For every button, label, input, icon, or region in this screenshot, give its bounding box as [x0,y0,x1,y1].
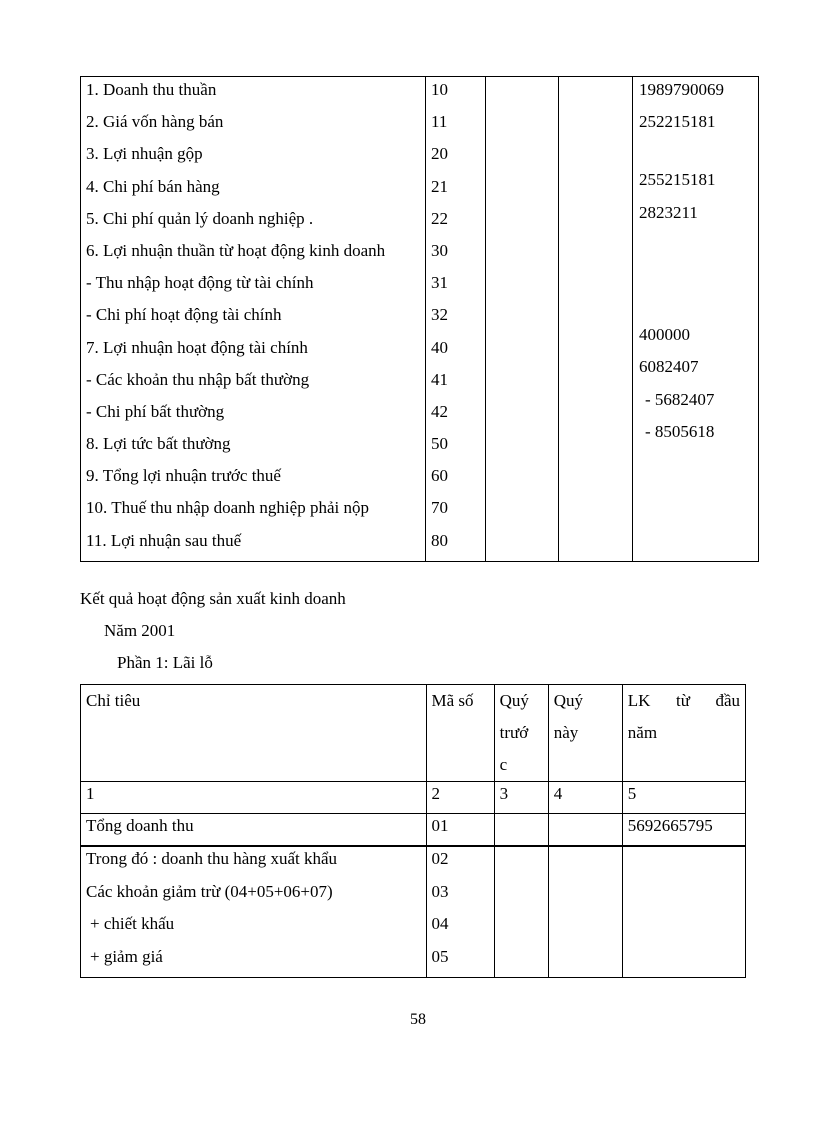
rows-labels [81,846,427,978]
labels-column [81,77,426,562]
total-row-code: 01 [426,814,494,847]
total-row-label: Tổng doanh thu [81,814,427,847]
row-label: 7. Lợi nhuận hoạt động tài chính [86,337,308,357]
header-chi-tieu: Chỉ tiêu [81,685,427,782]
header-ma-so: Mã số [426,685,494,782]
codes-column [426,77,486,562]
row-label: + giảm giá [90,946,163,966]
income-table-upper [80,76,759,562]
col-number: 5 [622,782,745,814]
header-quy-nay [548,685,622,782]
row-code: 70 [431,498,448,518]
row-label: 2. Giá vốn hàng bán [86,112,224,132]
row-label: Các khoản giảm trừ (04+05+06+07) [86,881,333,901]
rows-quy-nay [548,846,622,978]
col-number: 3 [494,782,548,814]
col-number: 2 [426,782,494,814]
row-label: 6. Lợi nhuận thuần từ hoạt động kinh doanh [86,240,386,260]
total-row-quy-nay [548,814,622,847]
values-column [633,77,759,562]
row-code: 60 [431,466,448,486]
header-lk-word: đầu [715,691,740,710]
row-code: 04 [431,914,449,933]
row-label: + chiết khấu [90,914,175,933]
col-number: 1 [81,782,427,814]
row-label: - Chi phí hoạt động tài chính [86,305,282,325]
row-label: - Thu nhập hoạt động từ tài chính [86,273,314,293]
row-label: 11. Lợi nhuận sau thuế [86,530,242,550]
row-code: 02 [431,849,449,868]
row-code: 41 [431,369,448,389]
col-number: 4 [548,782,622,814]
rows-quy-truoc [494,846,548,978]
report-year: Năm 2001 [104,621,176,640]
row-code: 31 [431,273,448,293]
header-quy-truoc [494,685,548,782]
header-lk-word: LK [627,691,651,710]
row-label: 10. Thuế thu nhập doanh nghiệp phải nộp [86,498,369,518]
row-code: 30 [431,240,448,260]
row-code: 05 [431,946,449,966]
row-code: 42 [431,401,448,421]
value-cell: 6082407 [639,357,699,377]
row-code: 22 [431,208,448,228]
row-code: 21 [431,176,448,196]
row-code: 80 [431,530,448,550]
header-quy-truoc-text: Quý trước [499,691,529,774]
report-title: Kết quả hoạt động sản xuất kinh doanh [80,589,346,608]
row-label: 3. Lợi nhuận gộp [86,144,203,164]
row-code: 11 [431,112,448,132]
empty-column-1 [486,77,559,562]
row-label: 5. Chi phí quản lý doanh nghiệp . [86,208,314,228]
empty-column-2 [559,77,633,562]
header-lk [622,685,745,782]
row-code: 03 [431,881,449,901]
row-code: 20 [431,144,448,164]
row-label: 4. Chi phí bán hàng [86,176,220,196]
value-cell: 252215181 [639,112,716,132]
value-cell: - 5682407 [645,389,715,409]
row-label: 1. Doanh thu thuần [86,80,217,99]
value-cell: 1989790069 [639,80,724,99]
row-label: Trong đó : doanh thu hàng xuất khẩu [86,849,338,868]
rows-codes [426,846,494,978]
row-label: 9. Tổng lợi nhuận trước thuế [86,466,281,486]
page-number: 58 [410,1011,426,1028]
total-row-quy-truoc [494,814,548,847]
header-lk-word: từ [675,691,690,710]
row-code: 50 [431,434,448,454]
row-code: 32 [431,305,448,325]
profit-loss-table [80,684,746,978]
row-label: - Các khoản thu nhập bất thường [86,369,310,389]
report-part: Phần 1: Lãi lỗ [117,653,213,672]
row-code: 40 [431,337,448,357]
row-label: 8. Lợi tức bất thường [86,434,231,454]
row-label: - Chi phí bất thường [86,401,225,421]
value-cell: 400000 [639,325,690,345]
value-cell: 2823211 [639,202,698,222]
value-cell: 255215181 [639,170,716,190]
header-lk-word: năm [627,723,658,742]
value-cell: - 8505618 [645,421,715,441]
rows-lk [622,846,745,978]
total-row-lk: 5692665795 [622,814,745,847]
row-code: 10 [431,80,448,99]
header-quy-nay-text: Quý này [553,691,583,742]
